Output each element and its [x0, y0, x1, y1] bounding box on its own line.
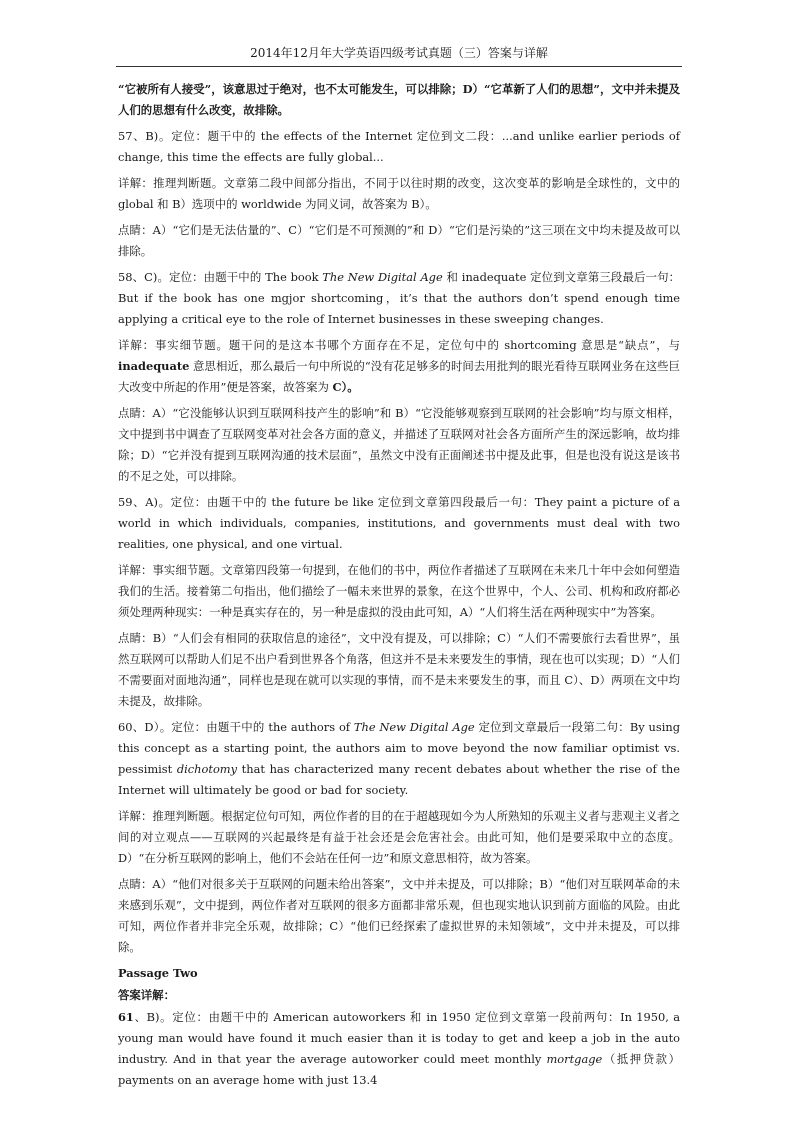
text-run: 61: [118, 1010, 134, 1024]
text-run: 60、D）。定位：由题干中的 the authors of: [118, 720, 354, 734]
text-run: inadequate: [118, 359, 190, 373]
paragraph-q57-tip: 点睛：A）“它们是无法估量的”、C）“它们是不可预测的”和 D）“它们是污染的”这三项在文中均未提及故可以排除。: [118, 223, 680, 258]
paragraph-q60-tip: 点睛：A）“他们对很多关于互联网的问题未给出答案”，文中并未提及，可以排除；B）“他们对互联网革命的未来感到乐观”，文中提到，两位作者对互联网的很多方面都非常乐观，但也现实地认识到前方面临的风险。由此可知，两位作者并非完全乐观，故排除；C）“他们已经探索了虚拟世界的未知领域”，文中并未提及，可以排除。: [118, 877, 680, 954]
text-run: 意思相近，那么最后一句中所说的“没有花足够多的时间去用批判的眼光看待互联网业务在这些巨大改变中所起的作用”便是答案，故答案为: [118, 359, 680, 394]
paragraph-option-elimination: “它被所有人接受”，该意思过于绝对，也不太可能发生，可以排除；D）“它革新了人们的思想”，文中并未提及人们的思想有什么改变，故排除。: [118, 82, 680, 117]
paragraph-q57-locate: 57、B)。定位：题干中的 the effects of the Internet 定位到文二段：...and unlike earlier periods of change, this time the effects are fully global...: [118, 129, 680, 164]
paragraph-q60-detail: 详解：推理判断题。根据定位句可知，两位作者的目的在于超越现如今为人所熟知的乐观主义者与悲观主义者之间的对立观点——互联网的兴起最终是有益于社会还是会危害社会。由此可知，他们是要采取中立的态度。D）“在分析互联网的影响上，他们不会站在任何一边”和原文意思相符，故为答案。: [118, 809, 680, 865]
text-run: 、B)。定位：由题干中的 American autoworkers 和 in 1950 定位到文章第一段前两句：In 1950, a young man would have found it much easier than it is today to get and keep a job in the auto industry. And in that year the average autoworker could meet monthly: [118, 1010, 680, 1066]
paragraph-q58-tip: 点睛：A）“它没能够认识到互联网科技产生的影响”和 B）“它没能够观察到互联网的社会影响”均与原文相样，文中提到书中调查了互联网变革对社会各方面的意义，并描述了互联网对社会各方面所产生的深远影响，故均排除；D）“它并没有提到互联网沟通的技术层面”，虽然文中没有正面阐述书中提及此事，但是也没有说这是该书的不足之处，可以排除。: [118, 406, 680, 483]
text-run: 定位到文章最后一段第二句：By using this concept as a starting point, the authors aim to move beyond the now familiar optimist vs. pessimist: [118, 720, 680, 776]
text-run: The New Digital Age: [353, 720, 475, 734]
paragraph-q61-locate: [118, 1007, 680, 1091]
text-run: mortgage: [546, 1052, 603, 1066]
text-run: dichotomy: [176, 762, 238, 776]
paragraph-q59-detail: 详解：事实细节题。文章第四段第一句提到，在他们的书中，两位作者描述了互联网在未来几十年中会如何塑造我们的生活。接着第二句指出，他们描绘了一幅未来世界的景象，在这个世界中，个人、公司、机构和政府都必须处理两种现实：一种是真实存在的，另一种是虚拟的没由此可知，A）“人们将生活在两种现实中”为答案。: [118, 563, 680, 619]
text-run: C）。: [332, 380, 359, 394]
paragraph-q60-locate: [118, 717, 680, 801]
text-run: 详解：事实细节题。题干问的是这本书哪个方面存在不足，定位句中的 shortcoming 意思是“缺点”，与: [118, 338, 680, 352]
text-run: 和 inadequate 定位到文章第三段最后一句：But if the book has one mgjor shortcoming，it’s that the authors don’t spend enough time applying a critical eye to the role of Internet businesses in these sweeping changes.: [118, 270, 681, 326]
text-run: （抵押贷款）payments on an average home with just 13.4: [118, 1052, 680, 1087]
text-run: that has characterized many recent debates about whether the rise of the Internet will ultimately be good or bad for society.: [118, 762, 680, 797]
paragraph-q59-locate: 59、A)。定位：由题干中的 the future be like 定位到文章第四段最后一句：They paint a picture of a world in which individuals, companies, institutions, and governments must deal with two realities, one physical, and one virtual.: [118, 495, 680, 551]
section-title: Passage Two: [118, 966, 198, 980]
paragraph-q59-tip: 点睛：B）“人们会有相同的获取信息的途径”，文中没有提及，可以排除；C）“人们不需要旅行去看世界”，虽然互联网可以帮助人们足不出户看到世界各个角落，但这并不是未来要发生的事情，现在也可以实现；D）“人们不需要面对面地沟通”，同样也是现在就可以实现的事情，而不是未来要发生的事，而且 C）、D）两项在文中均未提及，故排除。: [118, 631, 680, 708]
answer-explanations: [118, 79, 680, 1091]
section-subtitle: 答案详解：: [118, 988, 175, 1002]
paragraph-q58-detail: [118, 335, 680, 398]
text-run: The New Digital Age: [322, 270, 443, 284]
text-run: 58、C)。定位：由题干中的 The book: [118, 270, 323, 284]
paragraph-q57-detail: 详解：推理判断题。文章第二段中间部分指出，不同于以往时期的改变，这次变革的影响是全球性的，文中的 global 和 B）选项中的 worldwide 为同义词，故答案为 B）。: [118, 176, 680, 211]
paragraph-q58-locate: [118, 267, 680, 330]
page-header: 2014年12月年大学英语四级考试真题（三）答案与详解: [116, 44, 682, 67]
